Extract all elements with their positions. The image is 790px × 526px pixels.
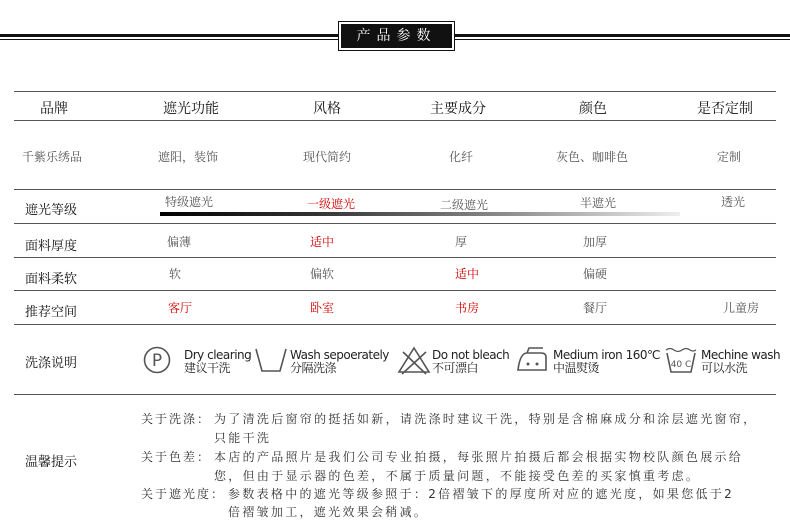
value-style: 现代简约 [303, 150, 352, 164]
wash-zh-text: 中温熨烫 [553, 361, 600, 375]
value-material: 化纤 [449, 150, 474, 164]
shading-level: 透光 [721, 195, 746, 209]
table-rule [14, 120, 776, 121]
table-rule [14, 394, 776, 395]
thickness-label: 面料厚度 [25, 239, 78, 254]
table-rule [14, 324, 776, 325]
wash-zh-text: 分隔洗涤 [290, 361, 337, 375]
table-rule [14, 189, 776, 190]
thickness-level: 适中 [310, 235, 335, 249]
shading-label: 遮光等级 [25, 203, 78, 218]
header-custom: 是否定制 [697, 101, 753, 117]
page-title: 产品参数 [341, 24, 452, 48]
softness-level: 偏硬 [583, 267, 608, 281]
wash-zh-text: 可以水洗 [701, 361, 748, 375]
header-color: 颜色 [579, 101, 607, 117]
value-shading-function: 遮阳，装饰 [158, 150, 219, 164]
header-brand: 品牌 [40, 101, 68, 117]
iron-icon [515, 345, 549, 375]
tip-line: 为了清洗后窗帘的挺括如新，请洗涤时建议干洗，特别是含棉麻成分和涂层遮光窗帘， [214, 412, 758, 426]
tip-line: 参数表格中的遮光等级参照于：2倍褶皱下的厚度所对应的遮光度，如果您低于2 [228, 487, 735, 501]
shading-level: 二级遮光 [440, 198, 489, 212]
tip-line: 本店的产品照片是我们公司专业拍摄，每张照片拍摄后都会根据实物校队颜色展示给 [214, 450, 744, 464]
room-option: 书房 [455, 301, 480, 315]
no-bleach-icon [397, 345, 431, 375]
table-rule [14, 91, 776, 92]
header-shading-function: 遮光功能 [163, 101, 219, 117]
thickness-level: 偏薄 [167, 235, 192, 249]
tip-line: 倍褶皱加工，遮光效果会稍减。 [228, 505, 429, 519]
wash-en-text: Dry clearing [184, 348, 252, 362]
value-brand: 千紫乐绣品 [22, 150, 83, 164]
washing-label: 洗涤说明 [25, 356, 78, 371]
machine-wash-icon [664, 345, 698, 375]
tip-line: 您，但由于显示器的色差，不属于质量问题，不能接受色差的买家慎重考虑。 [214, 469, 701, 483]
table-rule [14, 223, 776, 224]
title-box [338, 21, 455, 51]
table-rule [14, 290, 776, 291]
room-option: 客厅 [168, 301, 193, 315]
wash-en-text: Do not bleach [432, 348, 510, 362]
thickness-level: 加厚 [583, 235, 608, 249]
tip-title: 关于遮光度： [141, 487, 226, 501]
wash-zh-text: 建议干洗 [184, 361, 231, 375]
rooms-label: 推荐空间 [25, 305, 78, 320]
machine-wash-temp: 40 C [670, 360, 692, 370]
svg-text:P: P [151, 351, 163, 371]
softness-label: 面料柔软 [25, 272, 78, 287]
room-option: 儿童房 [723, 301, 760, 315]
value-custom: 定制 [717, 150, 742, 164]
shading-level: 特级遮光 [165, 195, 214, 209]
table-rule [14, 257, 776, 258]
dry-clean-p-icon [142, 345, 176, 375]
thickness-level: 厚 [455, 235, 468, 249]
wash-basin-icon [254, 345, 288, 375]
header-style: 风格 [313, 101, 341, 117]
room-option: 卧室 [310, 301, 335, 315]
tips-label: 温馨提示 [25, 455, 78, 470]
tip-title: 关于洗涤： [141, 412, 212, 426]
wash-zh-text: 不可漂白 [432, 361, 479, 375]
header-material: 主要成分 [430, 101, 486, 117]
wash-en-text: Medium iron 160℃ [553, 348, 660, 362]
shading-level: 半遮光 [580, 196, 617, 210]
tip-title: 关于色差： [141, 450, 212, 464]
tip-line: 只能干洗 [214, 431, 272, 445]
shading-level: 一级遮光 [307, 197, 356, 211]
wash-en-text: Wash sepoerately [290, 348, 389, 362]
wash-en-text: Mechine wash [701, 348, 781, 362]
softness-level: 适中 [455, 267, 480, 281]
room-option: 餐厅 [583, 301, 608, 315]
softness-level: 软 [169, 267, 182, 281]
value-color: 灰色、咖啡色 [556, 150, 629, 164]
softness-level: 偏软 [310, 267, 335, 281]
shading-gradient-bar [160, 212, 680, 216]
